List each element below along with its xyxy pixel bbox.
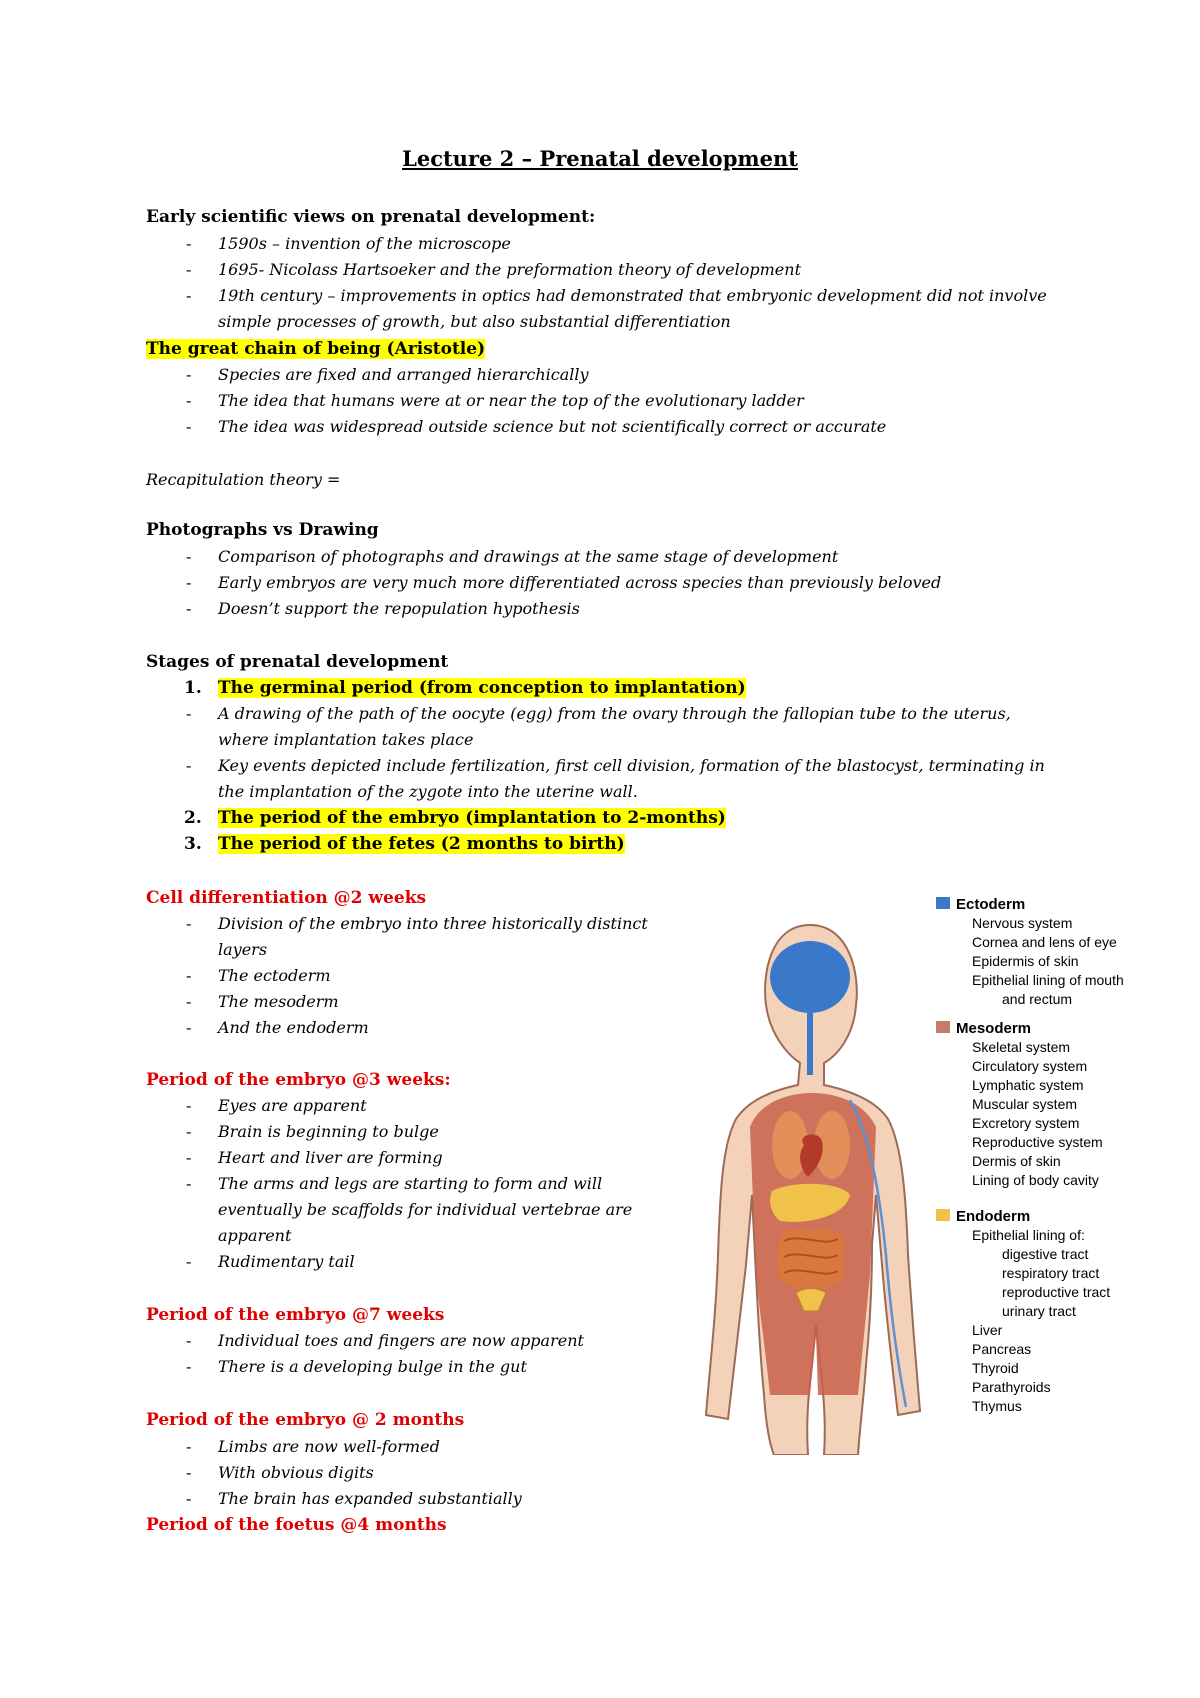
list-item: - There is a developing bulge in the gut [146,1354,686,1380]
highlighted-text: The period of the fetes (2 months to birth) [218,834,625,854]
mesoderm-item: Muscular system [972,1096,1078,1112]
list-item: - The idea that humans were at or near the top of the evolutionary ladder [146,388,1066,414]
list-item: - 19th century – improvements in optics had demonstrated that embryonic development did not involve simple processes of growth, but also substantial differentiation [146,283,1066,335]
list-item: - Early embryos are very much more differentiated across species than previously beloved [146,570,1066,596]
endoderm-item: Epithelial lining of: [972,1227,1085,1243]
list-item: - Rudimentary tail [146,1249,646,1275]
mesoderm-item: Reproductive system [972,1134,1103,1150]
ectoderm-item: Cornea and lens of eye [972,934,1117,950]
mesoderm-item: Dermis of skin [972,1153,1061,1169]
section-heading-foetus-4-months: Period of the foetus @4 months [146,1515,447,1535]
embryo-2-months-list [146,1434,686,1512]
list-item: - 1590s – invention of the microscope [146,231,1066,257]
endoderm-item: reproductive tract [1002,1284,1111,1300]
list-item: - With obvious digits [146,1460,686,1486]
list-item: - 1695- Nicolass Hartsoeker and the preformation theory of development [146,257,1066,283]
list-item: - The mesoderm [146,989,666,1015]
stage-item: 1. The germinal period (from conception to implantation) [184,678,746,698]
section-heading-great-chain [146,337,485,361]
mesoderm-item: Circulatory system [972,1058,1088,1074]
endoderm-item: respiratory tract [1002,1265,1100,1281]
list-item: - And the endoderm [146,1015,666,1041]
germ-layers-figure [700,895,1180,1455]
section-heading-photographs: Photographs vs Drawing [146,520,379,540]
section-heading-stages: Stages of prenatal development [146,652,449,672]
mesoderm-item: Lining of body cavity [972,1172,1099,1188]
list-item: - Individual toes and fingers are now apparent [146,1328,686,1354]
early-views-list [146,231,1066,335]
list-item: - Species are fixed and arranged hierarchically [146,362,1066,388]
highlighted-text: The germinal period (from conception to implantation) [218,678,746,698]
brain-shape [770,941,850,1013]
embryo-7-weeks-list [146,1328,686,1380]
figure-legend [936,896,1124,1414]
stage-1-details [146,701,1066,805]
list-item: - Division of the embryo into three historically distinct layers [146,911,666,963]
ectoderm-swatch [936,897,950,909]
endoderm-item: Pancreas [972,1341,1032,1357]
cell-differentiation-list [146,911,666,1041]
endoderm-item: Thyroid [972,1360,1019,1376]
stage-2-3-list [146,805,1066,857]
endoderm-title: Endoderm [956,1208,1031,1225]
list-item: - Comparison of photographs and drawings at the same stage of development [146,544,1066,570]
list-item: - Doesn’t support the repopulation hypothesis [146,596,1066,622]
ectoderm-item: Epidermis of skin [972,953,1079,969]
list-item: - The ectoderm [146,963,666,989]
ectoderm-item: Epithelial lining of mouth [972,972,1124,988]
stage-1-list [146,675,1066,701]
section-heading-embryo-2-months: Period of the embryo @ 2 months [146,1410,465,1430]
photographs-list [146,544,1066,622]
mesoderm-title: Mesoderm [956,1020,1032,1037]
list-item: - Heart and liver are forming [146,1145,646,1171]
endoderm-item: Parathyroids [972,1379,1051,1395]
endoderm-item: digestive tract [1002,1246,1089,1262]
section-heading-cell-differentiation: Cell differentiation @2 weeks [146,888,427,908]
intestine-shape [778,1229,844,1287]
human-body-illustration [700,895,1180,1455]
endoderm-item: Thymus [972,1398,1022,1414]
list-item: - Brain is beginning to bulge [146,1119,646,1145]
highlighted-text: The period of the embryo (implantation to 2-months) [218,808,726,828]
mesoderm-item: Lymphatic system [972,1077,1084,1093]
list-item: - The arms and legs are starting to form and will eventually be scaffolds for individual vertebrae are apparent [146,1171,646,1249]
page-title: Lecture 2 – Prenatal development [402,146,798,171]
section-heading-embryo-3-weeks: Period of the embryo @3 weeks: [146,1070,451,1090]
section-heading-embryo-7-weeks: Period of the embryo @7 weeks [146,1305,445,1325]
stage-item: 2. The period of the embryo (implantation to 2-months) [184,808,726,828]
recapitulation-line: Recapitulation theory = [146,470,341,489]
endoderm-item: urinary tract [1002,1303,1076,1319]
ectoderm-item: Nervous system [972,915,1073,931]
list-item: - Key events depicted include fertilization, first cell division, formation of the blastocyst, terminating in the implantation of the zygote into the uterine wall. [146,753,1066,805]
ectoderm-item: and rectum [1002,991,1073,1007]
list-item: - Limbs are now well-formed [146,1434,686,1460]
section-heading-early-views: Early scientific views on prenatal development: [146,207,596,227]
stage-item: 3. The period of the fetes (2 months to birth) [184,834,625,854]
list-item: - A drawing of the path of the oocyte (egg) from the ovary through the fallopian tube to the uterus, where implantation takes place [146,701,1066,753]
list-item: - Eyes are apparent [146,1093,646,1119]
list-item: - The idea was widespread outside science but not scientifically correct or accurate [146,414,1066,440]
ectoderm-title: Ectoderm [956,896,1026,913]
mesoderm-item: Skeletal system [972,1039,1071,1055]
highlighted-text: The great chain of being (Aristotle) [146,339,486,359]
list-item: - The brain has expanded substantially [146,1486,686,1512]
great-chain-list [146,362,1066,440]
endoderm-swatch [936,1209,950,1221]
mesoderm-item: Excretory system [972,1115,1080,1131]
endoderm-item: Liver [972,1322,1003,1338]
mesoderm-swatch [936,1021,950,1033]
embryo-3-weeks-list [146,1093,646,1275]
